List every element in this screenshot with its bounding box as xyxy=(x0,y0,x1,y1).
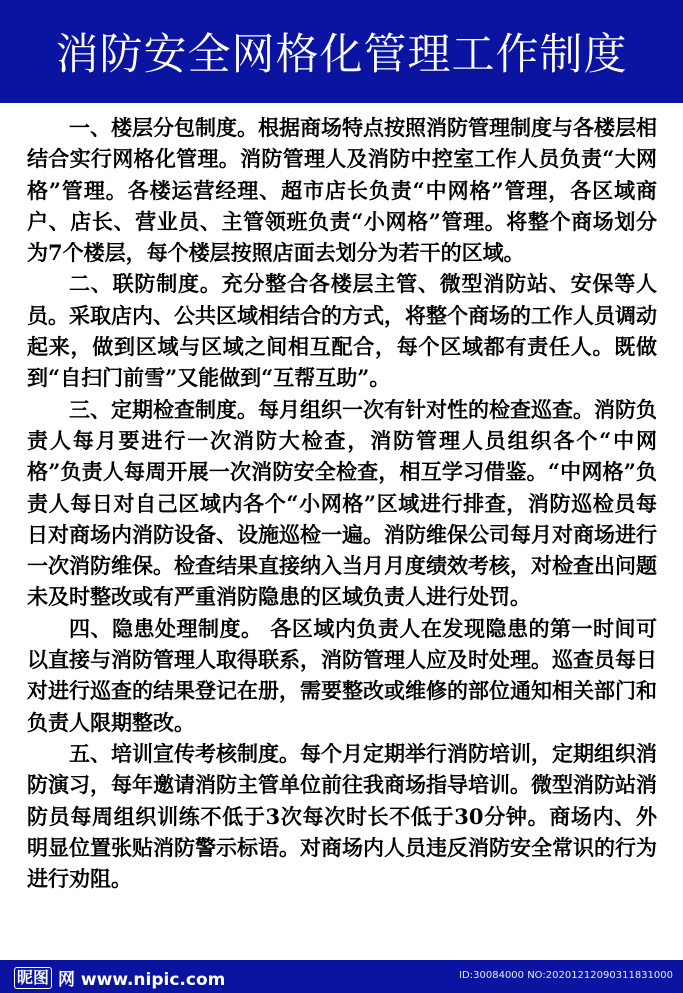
watermark-site xyxy=(14,965,225,990)
paragraph-training: 五、培训宣传考核制度。每个月定期举行消防培训，定期组织消防演习，每年邀请消防主管单位前往我商场指导培训。微型消防站消防员每周组织训练不低于3次每次时长不低于30分钟。商场内、外明显位置张贴消防警示标语。对商场内人员违反消防安全常识的行为进行劝阻。 xyxy=(27,740,657,892)
title-banner xyxy=(0,0,683,103)
watermark-bar xyxy=(0,960,683,993)
paragraph-floor-contract: 一、楼层分包制度。根据商场特点按照消防管理制度与各楼层相结合实行网格化管理。消防管理人及消防中控室工作人员负责“大网格”管理。各楼运营经理、超市店长负责“中网格”管理，各区域商户、店长、营业员、主管领班负责“小网格”管理。将整个商场划分为7个楼层，每个楼层按照店面去划分为若干的区域。 xyxy=(27,115,657,266)
watermark-id: ID:30084000 NO:20201212090311831000 xyxy=(459,970,673,981)
paragraph-hazard-handling: 四、隐患处理制度。 各区域内负责人在发现隐患的第一时间可以直接与消防管理人取得联系，消防管理人应及时处理。巡查员每日对进行巡查的结果登记在册，需要整改或维修的部位通知相关部门和负责人限期整改。 xyxy=(27,615,657,735)
watermark-url: 网 www.nipic.com xyxy=(58,970,226,990)
page-title: 消防安全网格化管理工作制度 xyxy=(55,30,628,80)
document-body xyxy=(27,112,657,894)
nipic-logo: 昵图 xyxy=(14,967,52,989)
paragraph-periodic-inspection: 三、定期检查制度。每月组织一次有针对性的检查巡查。消防负责人每月要进行一次消防大检查，消防管理人员组织各个“中网格”负责人每周开展一次消防安全检查，相互学习借鉴。“中网格”负责人每日对自己区域内各个“小网格”区域进行排查，消防巡检员每日对商场内消防设备、设施巡检一遍。消防维保公司每月对商场进行一次消防维保。检查结果直接纳入当月月度绩效考核，对检查出问题未及时整改或有严重消防隐患的区域负责人进行处罚。 xyxy=(27,396,657,610)
paragraph-joint-defense: 二、联防制度。充分整合各楼层主管、微型消防站、安保等人员。采取店内、公共区域相结合的方式，将整个商场的工作人员调动起来，做到区域与区域之间相互配合，每个区域都有责任人。既做到“自扫门前雪”又能做到“互帮互助”。 xyxy=(27,271,657,391)
